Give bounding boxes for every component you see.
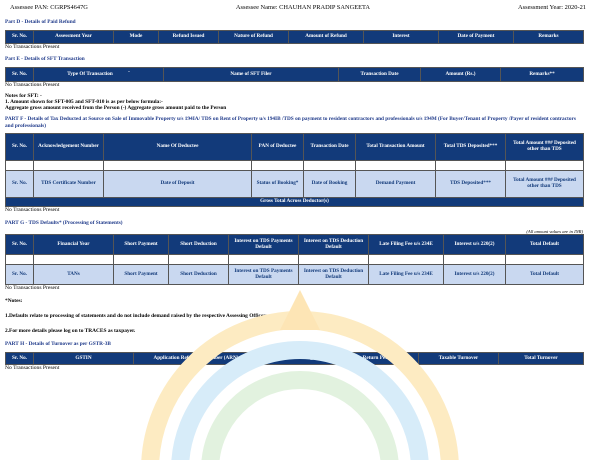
col-header: Short Deduction: [169, 235, 229, 255]
col-header: Sr. No.: [6, 235, 34, 255]
sort-icon[interactable]: ˆ: [128, 71, 130, 77]
col-header: Acknowledgement Number: [34, 134, 104, 161]
sub-col-header: Sr. No.: [6, 171, 34, 198]
col-header: Date of Payment: [439, 31, 514, 44]
part-g-table: [5, 234, 584, 285]
col-header: Sr. No.: [6, 353, 34, 365]
sub-col-header: Late Filing Fee u/s 234E: [369, 265, 444, 285]
col-header: Total Default: [506, 235, 584, 255]
col-header: Financial Year: [34, 235, 114, 255]
sub-col-header: Date of Deposit: [104, 171, 252, 198]
col-header: Sr. No.: [6, 134, 34, 161]
gross-total-row: Gross Total Across Deductor(s): [6, 198, 584, 207]
sub-col-header: TDS Certificate Number: [34, 171, 104, 198]
assessment-year: Assessment Year: 2020-21: [517, 4, 586, 11]
part-h-table: [5, 352, 584, 365]
no-transactions-text: No Transactions Present: [5, 365, 60, 372]
col-header: Refund Issued: [159, 31, 219, 44]
col-header: Mode: [114, 31, 159, 44]
col-header: Transaction Date: [304, 134, 356, 161]
no-transactions-text: No Transactions Present: [5, 44, 60, 50]
col-header: Return Period: [339, 353, 419, 365]
col-header: Total TDS Deposited***: [436, 134, 506, 161]
col-header: Name Of Deductee: [104, 134, 252, 161]
sft-note-1: 1. Amount shown for SFT-005 and SFT-010 is as per below formula:-: [5, 99, 163, 105]
col-header: Remarks: [514, 31, 584, 44]
no-transactions-text: No Transactions Present: [5, 285, 60, 292]
col-header[interactable]: [34, 68, 164, 82]
sft-note-2: Aggregate gross amount received from the Person (-) Aggregate gross amount paid to the Person: [5, 105, 227, 111]
col-header: Remarks**: [501, 68, 584, 82]
col-header: Nature of Refund: [219, 31, 289, 44]
col-header: Total Transaction Amount: [356, 134, 436, 161]
col-header: Interest: [364, 31, 439, 44]
sub-col-header: Total Amount ### Deposited other than TDS: [506, 171, 584, 198]
col-header: Taxable Turnover: [419, 353, 499, 365]
sub-col-header: Status of Booking*: [252, 171, 304, 198]
col-header: Amount of Refund: [289, 31, 364, 44]
col-header: Date of filing: [259, 353, 339, 365]
page-header: [0, 0, 592, 14]
col-header: Sr. No.: [6, 68, 34, 82]
part-g-title: PART G - TDS Defaults* (Processing of Statements): [5, 220, 123, 227]
part-f-title: PART F - Details of Tax Deducted at Source on Sale of Immovable Property u/s 194IA/ TDS on Rent of Property u/s 194IB /TDS on payment to resident contractors and professionals u/s 194M (For Buyer/Tenant of Property /Payer of resident contractors and professionals): [5, 116, 576, 129]
col-header: Name of SFT Filer: [164, 68, 339, 82]
sub-col-header: Interest u/s 220(2): [444, 265, 506, 285]
col-header: Sr. No.: [6, 31, 34, 44]
col-header: Total Turnover: [499, 353, 584, 365]
col-header: Interest on TDS Payments Default: [229, 235, 299, 255]
col-header: Amount (Rs.): [421, 68, 501, 82]
sub-col-header: Interest on TDS Deduction Default: [299, 265, 369, 285]
no-transactions-text: No Transactions Present: [5, 207, 60, 214]
sft-notes-title: Notes for SFT: -: [5, 93, 42, 99]
col-header: Late Filing Fee u/s 234E: [369, 235, 444, 255]
col-header: GSTIN: [34, 353, 134, 365]
assessee-name: Assessee Name: CHAUHAN PRADIP SANGEETA: [235, 4, 371, 11]
col-header: Interest on TDS Deduction Default: [299, 235, 369, 255]
col-header: PAN of Deductee: [252, 134, 304, 161]
no-transactions-text: No Transactions Present: [5, 82, 60, 88]
col-header: Assessment Year: [34, 31, 114, 44]
sub-col-header: Total Default: [506, 265, 584, 285]
sub-col-header: Short Payment: [114, 265, 169, 285]
sub-col-header: Short Deduction: [169, 265, 229, 285]
assessee-pan: Assessee PAN: CGRPS4647G: [10, 4, 88, 11]
col-header: Application Reference Number (ARN): [134, 353, 259, 365]
part-d-title: Part D - Details of Paid Refund: [5, 19, 76, 25]
sub-col-header: TDS Deposited***: [436, 171, 506, 198]
defaults-notes-title: *Notes:: [5, 298, 23, 305]
sub-col-header: Date of Booking: [304, 171, 356, 198]
defaults-note-2: 2.For more details please log on to TRACES as taxpayer.: [5, 328, 136, 335]
sub-col-header: TANs: [34, 265, 114, 285]
amounts-note: (All amount values are in INR): [526, 229, 583, 235]
sub-col-header: Interest on TDS Payments Default: [229, 265, 299, 285]
part-d-table: [5, 30, 584, 44]
sub-col-header: Demand Payment: [356, 171, 436, 198]
col-header-label: Type Of Transaction: [67, 70, 113, 77]
part-f-table: [5, 133, 584, 207]
col-header: Interest u/s 220(2): [444, 235, 506, 255]
sub-col-header: Sr. No.: [6, 265, 34, 285]
col-header: Short Payment: [114, 235, 169, 255]
col-header: Total Amount ### Deposited other than TDS: [506, 134, 584, 161]
part-e-table: [5, 67, 584, 82]
part-e-title: Part E - Details of SFT Transaction: [5, 56, 85, 62]
part-h-title: PART H - Details of Turnover as per GSTR-3B: [5, 341, 111, 348]
defaults-note-1: 1.Defaults relate to processing of statements and do not include demand raised by the respective Assessing Officers.: [5, 313, 270, 320]
col-header: Transaction Date: [339, 68, 421, 82]
